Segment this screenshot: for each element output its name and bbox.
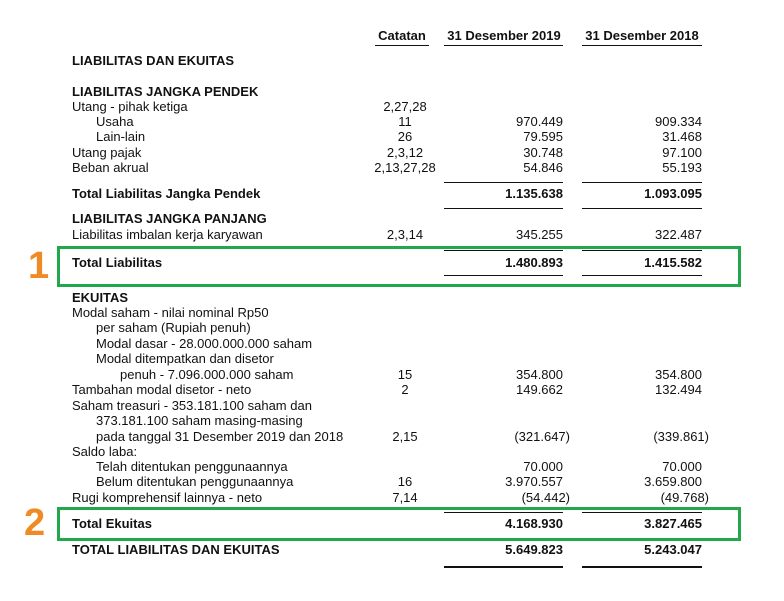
value-2019: 4.168.930 <box>505 516 563 531</box>
row-label: EKUITAS <box>72 290 129 305</box>
row-label: Belum ditentukan penggunaannya <box>96 474 294 489</box>
row-label: Telah ditentukan penggunaannya <box>96 459 288 474</box>
value-2019: 54.846 <box>523 160 563 175</box>
row-label: Modal dasar - 28.000.000.000 saham <box>96 336 313 351</box>
row-note: 7,14 <box>392 490 418 505</box>
highlight-box-total-ekuitas <box>57 507 741 541</box>
row-label: Usaha <box>96 114 134 129</box>
value-2018: 3.659.800 <box>644 474 702 489</box>
value-2018: 5.243.047 <box>644 542 702 557</box>
row-note: 2,15 <box>392 429 418 444</box>
value-2019: 345.255 <box>516 227 563 242</box>
value-2018: (339.861) <box>653 429 709 444</box>
row-label: Saldo laba: <box>72 444 138 459</box>
value-2018: 132.494 <box>655 382 702 397</box>
value-2018: 354.800 <box>655 367 702 382</box>
value-2019: 79.595 <box>523 129 563 144</box>
row-note: 2,3,14 <box>386 227 424 242</box>
marker-1: 1 <box>28 245 50 287</box>
row-label: LIABILITAS DAN EKUITAS <box>72 53 235 68</box>
row-note: 2,3,12 <box>386 145 424 160</box>
highlight-box-total-liabilitas <box>57 246 741 287</box>
header-notes: Catatan <box>378 28 426 43</box>
header-underline <box>444 45 563 46</box>
value-2018: 1.415.582 <box>644 255 702 270</box>
value-2018: 31.468 <box>662 129 702 144</box>
row-note: 2,13,27,28 <box>374 160 436 175</box>
value-2018: 3.827.465 <box>644 516 702 531</box>
row-label: LIABILITAS JANGKA PANJANG <box>72 211 267 226</box>
row-label: Rugi komprehensif lainnya - neto <box>72 490 263 505</box>
value-2019: 1.135.638 <box>505 186 563 201</box>
value-2018: 322.487 <box>655 227 702 242</box>
row-label: Tambahan modal disetor - neto <box>72 382 252 397</box>
value-2018: 1.093.095 <box>644 186 702 201</box>
value-2018: 97.100 <box>662 145 702 160</box>
row-label: LIABILITAS JANGKA PENDEK <box>72 84 259 99</box>
value-2018: (49.768) <box>660 490 709 505</box>
row-note: 2 <box>401 382 409 397</box>
header-underline <box>582 45 702 46</box>
row-label: 373.181.100 saham masing-masing <box>96 413 303 428</box>
value-2019: 3.970.557 <box>505 474 563 489</box>
value-2019: 149.662 <box>516 382 563 397</box>
marker-2: 2 <box>24 502 46 544</box>
row-label: Liabilitas imbalan kerja karyawan <box>72 227 263 242</box>
value-2019: 5.649.823 <box>505 542 563 557</box>
row-label: Modal ditempatkan dan disetor <box>96 351 274 366</box>
value-2019: 970.449 <box>516 114 563 129</box>
row-label: Lain-lain <box>96 129 146 144</box>
row-note: 15 <box>397 367 413 382</box>
total-underline <box>444 566 563 568</box>
total-underline <box>582 208 702 209</box>
row-label: Total Liabilitas Jangka Pendek <box>72 186 261 201</box>
total-underline <box>444 182 563 183</box>
row-label: Saham treasuri - 353.181.100 saham dan <box>72 398 312 413</box>
value-2019: 70.000 <box>523 459 563 474</box>
value-2019: (321.647) <box>514 429 570 444</box>
value-2019: 30.748 <box>523 145 563 160</box>
row-label: Modal saham - nilai nominal Rp50 <box>72 305 269 320</box>
total-underline <box>582 182 702 183</box>
row-label: Total Ekuitas <box>72 516 152 531</box>
row-label: per saham (Rupiah penuh) <box>96 320 251 335</box>
row-label: TOTAL LIABILITAS DAN EKUITAS <box>72 542 280 557</box>
row-note: 11 <box>398 114 412 129</box>
row-label: pada tanggal 31 Desember 2019 dan 2018 <box>96 429 344 444</box>
header-2018: 31 Desember 2018 <box>585 28 699 43</box>
value-2018: 70.000 <box>662 459 702 474</box>
total-underline <box>444 208 563 209</box>
header-2019: 31 Desember 2019 <box>447 28 561 43</box>
value-2018: 909.334 <box>655 114 702 129</box>
header-underline <box>375 45 429 46</box>
total-underline <box>582 566 702 568</box>
value-2019: (54.442) <box>521 490 570 505</box>
row-label: Utang pajak <box>72 145 142 160</box>
row-note: 26 <box>397 129 413 144</box>
row-label: Beban akrual <box>72 160 149 175</box>
value-2018: 55.193 <box>662 160 702 175</box>
row-note: 16 <box>397 474 413 489</box>
value-2019: 354.800 <box>516 367 563 382</box>
row-note: 2,27,28 <box>383 99 427 114</box>
row-label: penuh - 7.096.000.000 saham <box>120 367 294 382</box>
row-label: Utang - pihak ketiga <box>72 99 188 114</box>
value-2019: 1.480.893 <box>505 255 563 270</box>
row-label: Total Liabilitas <box>72 255 163 270</box>
